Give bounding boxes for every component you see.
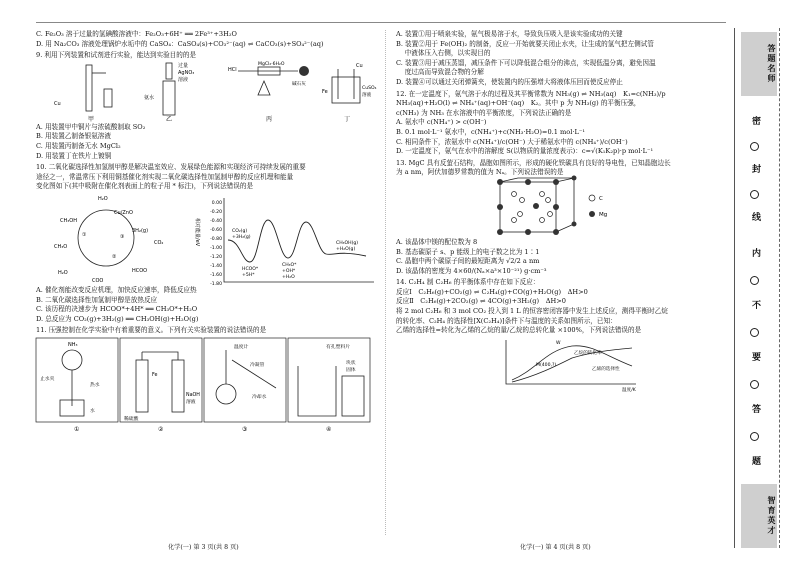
seal-word: 答 [750, 404, 760, 413]
question-14-stem-line: 乙烯的选择性=转化为乙烯的乙烷的量/乙烷的总转化量 ×100%，下列说法错误的是 [396, 326, 642, 335]
question-13-stem-line: 为 a nm，阿伏加德罗常数的值为 Nₐ。下列说法错误的是 [396, 168, 564, 177]
option-c-cont: 度过高而导致混合物的分解 [396, 68, 484, 77]
legend-label: C [599, 195, 603, 202]
option-b: B. 基态碳原子 s、p 能级上的电子数之比为 1∶1 [396, 247, 540, 256]
option-c: C. 该历程的决速步为 HCOO*+4H* ══ CH₃O*+H₂O [36, 305, 198, 314]
tick-label: -1.80 [210, 281, 222, 287]
fig-text: 水 [90, 408, 95, 414]
fig-text: Cu [54, 100, 61, 107]
question-10-stem: 10. 二氧化碳选择性加氢制甲醇是解决温室效应、发展绿色能源和实现经济可持续发展的重要 [36, 163, 306, 172]
tick-label: -0.80 [210, 236, 222, 242]
circle-icon [749, 430, 759, 443]
question-11-stem: 11. 压强控制在化学实验中有着重要的意义。下列有关实验装置的说法错误的是 [36, 326, 267, 335]
question-12-stem-line: c(NH₃) 为 NH₃ 在水溶液中的平衡浓度，下列说法正确的是 [396, 108, 572, 117]
cycle-label: CH₃OH [60, 217, 77, 224]
question-12-stem-line: NH₃(aq)+H₂O(l) ⇌ NH₄⁺(aq)+OH⁻(aq) K₂。其中 p 为 NH₃(g) 的平衡压强， [396, 99, 641, 108]
option-c: C. 用装置丙制备无水 MgCl₂ [36, 141, 121, 150]
energy-label: +H₂O(g) [336, 246, 356, 252]
fig-text: 溶液 [362, 92, 372, 98]
mechanism-and-energy-diagram [36, 192, 374, 286]
figure-number: ④ [326, 425, 332, 433]
cycle-label: CH₃O [54, 243, 68, 250]
column-divider [385, 30, 386, 535]
figure-label: 丁 [344, 115, 351, 123]
left-column [36, 30, 377, 434]
tick-label: -0.60 [210, 227, 222, 233]
option-d: D. 用装置丁在铁片上镀铜 [36, 151, 112, 160]
fig-text: CuSO₄ [362, 85, 377, 91]
fig-text: 有孔塑料片 [326, 344, 350, 350]
x-axis-label: 温度/K [622, 387, 636, 393]
option-b: B. 0.1 mol·L⁻¹ 氨水中，c(NH₄⁺)+c(NH₃·H₂O)=0.1 mol·L⁻¹ [396, 127, 585, 136]
selectivity-curve [512, 346, 632, 380]
energy-ticks [210, 200, 222, 287]
fig-text: 氨水 [144, 94, 155, 101]
energy-label: +3H₂(g) [232, 234, 251, 240]
energy-label: HCOO* [242, 266, 259, 272]
fig-text: NaOH [186, 392, 200, 398]
cycle-label: COO [92, 277, 104, 284]
seal-dashed-line [779, 28, 780, 548]
fig-text: 块状 [346, 360, 356, 366]
fig-text: 碱石灰 [292, 81, 306, 87]
option-b: B. 装置②用于 Fe(OH)₂ 的制备，反应一开始就要关闭止水夹，让生成的氢气把左侧试管 [396, 39, 654, 48]
point-label: M(400,?) [536, 362, 557, 368]
tick-label: -0.40 [210, 218, 222, 224]
fig-text: MgCl₂·6H₂O [258, 61, 285, 67]
energy-label: +5H* [242, 272, 255, 278]
fig-text: Fe [322, 88, 328, 95]
option-d: D. 总反应为 CO₂(g)+3H₂(g) ══ CH₃OH(g)+H₂O(g) [36, 314, 199, 323]
option-b: B. 用装置乙制备银氨溶液 [36, 132, 111, 141]
cycle-label: H₂O [98, 195, 108, 202]
fig-text: 冷却水 [252, 394, 267, 400]
fig-text: 止水夹 [40, 376, 55, 382]
tick-label: -1.40 [210, 263, 222, 269]
question-14-stem-line: 的转化率、C₂H₄ 的选择性[X(C₂H₄)]条件下与温度的关系如图所示，已知： [396, 316, 617, 325]
figure-number: ③ [242, 425, 248, 433]
seal-word: 线 [750, 212, 760, 221]
fig-text: HCl [228, 66, 237, 73]
option-a: A. 用装置甲中铜片与浓硫酸制取 SO₂ [36, 122, 146, 131]
fig-text: 热水 [90, 382, 100, 388]
page-footer-right: 化学(一) 第 4 页(共 8 页) [520, 544, 591, 551]
seal-word: 要 [750, 352, 760, 361]
figure-label: 甲 [88, 115, 95, 123]
option-a: A. 催化剂能改变反应机理，加快反应速率，降低反应热 [36, 285, 197, 294]
option-a: A. 该晶体中镁的配位数为 8 [396, 237, 478, 246]
apparatus-diagram [36, 61, 377, 123]
tick-label: -1.00 [210, 245, 222, 251]
cycle-label: H₂O [58, 269, 68, 276]
figure-number: ② [158, 425, 164, 433]
fig-text: 固体 [346, 367, 356, 373]
question-14-graph [396, 336, 720, 392]
tick-label: -0.20 [210, 209, 222, 215]
energy-label: +OH* [282, 268, 296, 274]
point-label: W [556, 340, 561, 346]
seal-strip [734, 28, 785, 548]
legend-label: Mg [599, 211, 608, 218]
figure-label: 丙 [266, 115, 273, 123]
question-9-figure [36, 61, 377, 123]
circle-icon [749, 188, 759, 201]
fig-text: 冷凝管 [250, 362, 265, 368]
curve-label: 乙烷的转化率 [574, 350, 602, 356]
energy-label: +H₂O [282, 274, 295, 280]
conversion-curve [512, 348, 632, 382]
option-c: C. 晶胞中两个碳原子间的最短距离为 √2/2 a nm [396, 257, 540, 266]
fig-text: Fe [152, 372, 158, 378]
seal-word: 不 [750, 300, 760, 309]
energy-axis-label: 相对能量/eV [194, 217, 200, 247]
question-12-stem: 12. 在一定温度下，氨气溶于水的过程及其平衡常数为 NH₃(g) ⇌ NH₃(aq) K₁=c(NH₃)/p [396, 89, 666, 98]
cycle-label: Cu/ZnO [114, 209, 133, 216]
seal-word: 题 [750, 456, 760, 465]
option-d: D. 装置④可以通过关闭弹簧夹，使装置内的压强增大将液体压回而使反应停止 [396, 77, 623, 86]
fig-text: 溶液 [186, 399, 196, 405]
option-c: C. 相同条件下，浓氨水中 c(NH₄⁺)/c(OH⁻) 大于稀氨水中的 c(NH₄⁺)/c(OH⁻) [396, 137, 628, 146]
energy-label: CO₂(g) [232, 228, 248, 234]
tick-label: 0.00 [211, 200, 222, 206]
option-d: D. 一定温度下，氨气在水中的溶解度 S(以物质的量浓度表示)：c=√(K₁K₂p)·p mol·L⁻¹ [396, 147, 654, 156]
question-11-figure [36, 336, 374, 434]
circle-icon [749, 326, 759, 339]
seal-word: 内 [750, 248, 760, 257]
seal-top-band: 答题名师 [741, 32, 777, 96]
question-14-stem: 14. C₂H₄ 制 C₂H₆ 的平衡体系中存在如下反应： [396, 278, 540, 287]
fig-text: NH₃ [68, 341, 78, 348]
tick-label: -1.20 [210, 254, 222, 260]
crystal-lattice-diagram [396, 178, 720, 238]
question-10-stem-line: 途径之一，常温常压下利用铜基催化剂实现二氧化碳选择性加氢制甲醇的反应机理和能量 [36, 172, 294, 181]
cycle-label: HCOO [132, 267, 148, 274]
top-rule [36, 22, 726, 23]
page-footer-left: 化学(一) 第 3 页(共 8 页) [168, 544, 239, 551]
question-13-stem: 13. MgC 具有反萤石结构，晶胞如图所示，形成的硬化铁碳具有良好的导电性，已知晶胞边长 [396, 158, 671, 167]
question-9-stem: 9. 利用下列装置和试剂进行实验，能达到实验目的的是 [36, 51, 197, 60]
fig-text: Cu [356, 62, 363, 69]
seal-word: 密 [750, 116, 760, 125]
fig-text: 过量 [178, 62, 189, 69]
energy-label: CH₃O* [282, 262, 297, 268]
figure-number: ① [74, 425, 80, 433]
question-10-figure [36, 192, 374, 286]
circle-icon [749, 274, 759, 287]
cycle-label: 3H₂(g) [132, 227, 149, 234]
cycle-label: ① [82, 231, 87, 238]
circle-icon [749, 140, 759, 153]
fig-text: 稀硫酸 [124, 416, 139, 422]
fig-text: AgNO₃ [178, 69, 195, 76]
fig-text: 溶液 [178, 76, 189, 83]
crystal-cell-figure [396, 178, 720, 238]
cycle-label: CO₂ [154, 239, 164, 246]
option-line: C. Fe₂O₃ 溶于过量的氢碘酸溶液中：Fe₂O₃+6H⁺ ══ 2Fe³⁺+3H₂O [36, 30, 237, 38]
circle-icon [749, 378, 759, 391]
question-14-stem-line: 将 2 mol C₂H₆ 和 3 mol CO₂ 投入到 1 L 的恒容密闭容器中发生上述反应，测得平衡时乙烷 [396, 307, 668, 316]
figure-label: 乙 [166, 115, 173, 123]
seal-bottom-band: 智育英才 [741, 484, 777, 548]
option-a: A. 装置①用于喷泉实验，氨气极易溶于水，导致负压吸入是该实验成功的关键 [396, 30, 623, 38]
conversion-selectivity-graph [396, 336, 720, 392]
cycle-label: ③ [120, 233, 125, 240]
option-d: D. 该晶体的密度为 4×60/(Nₐ×a³×10⁻²¹) g·cm⁻³ [396, 266, 547, 275]
reaction-2: 反应Ⅱ C₂H₆(g)+2CO₂(g) ⇌ 4CO(g)+3H₂(g) ΔH>0 [396, 297, 566, 306]
option-b: B. 二氧化碳选择性加氢制甲醇是放热反应 [36, 295, 158, 304]
energy-label: CH₃OH(g) [336, 240, 359, 246]
pressure-apparatus-diagram [36, 336, 374, 434]
option-line: D. 用 Na₂CO₃ 溶液处理锅炉水垢中的 CaSO₄：CaSO₄(s)+CO₃²⁻(aq) ⇌ CaCO₃(s)+SO₄²⁻(aq) [36, 39, 324, 48]
tick-label: -1.60 [210, 272, 222, 278]
fig-text: 温度计 [234, 344, 249, 350]
question-10-stem-line: 变化图如下(其中吸附在催化剂表面上的粒子用 * 标注)，下列说法错误的是 [36, 182, 254, 191]
option-c: C. 装置③用于减压蒸馏，减压条件下可以降低混合组分的沸点，实现低温分离，避免因温 [396, 58, 656, 67]
option-a: A. 氨水中 c(NH₄⁺) > c(OH⁻) [396, 118, 487, 127]
right-column [396, 30, 720, 392]
reaction-1: 反应Ⅰ C₂H₆(g)+CO₂(g) ⇌ C₂H₄(g)+CO(g)+H₂O(g) ΔH>0 [396, 287, 588, 296]
seal-word: 封 [750, 164, 760, 173]
curve-label: 乙烯的选择性 [592, 366, 620, 372]
cycle-label: ② [112, 253, 117, 260]
option-b-cont: 中液体压入右侧，以实现目的 [396, 49, 491, 58]
